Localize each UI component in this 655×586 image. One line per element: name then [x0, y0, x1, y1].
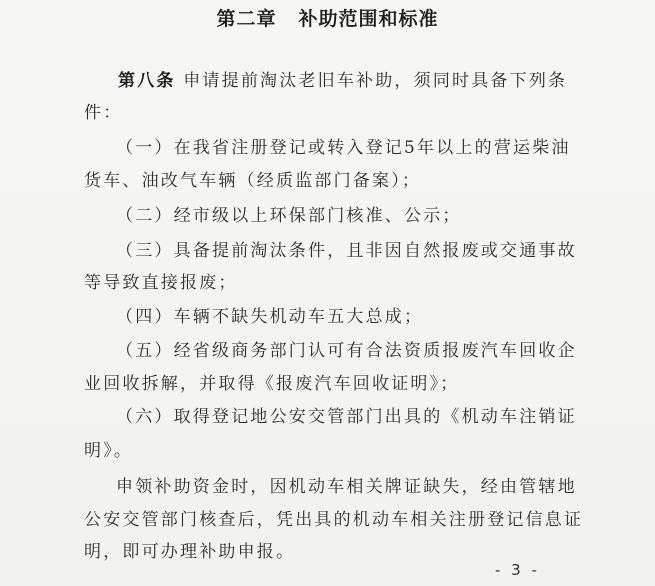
paragraph-line: （四）车辆不缺失机动车五大总成；	[116, 307, 424, 327]
paragraph-line: 等导致直接报废；	[84, 273, 238, 293]
paragraph-line: 货车、油改气车辆（经质监部门备案）；	[84, 171, 422, 191]
paragraph-line: （三）具备提前淘汰条件，且非因自然报废或交通事故	[116, 241, 577, 261]
paragraph-line: （一）在我省注册登记或转入登记5年以上的营运柴油	[116, 138, 571, 158]
chapter-number: 第二章	[216, 8, 277, 30]
article-label: 第八条	[118, 71, 176, 91]
page-number: - 3 -	[495, 561, 540, 579]
chapter-title: 补助范围和标准	[298, 8, 439, 30]
paragraph-line: 申领补助资金时，因机动车相关牌证缺失，经由管辖地	[116, 477, 577, 497]
paragraph-line: 件：	[84, 103, 123, 123]
paragraph-line: 申请提前淘汰老旧车补助，须同时具备下列条	[183, 71, 568, 91]
paragraph-line: （二）经市级以上环保部门核准、公示；	[116, 206, 462, 226]
article-first-line	[118, 70, 567, 92]
paragraph-line: （五）经省级商务部门认可有合法资质报废汽车回收企	[116, 341, 577, 361]
chapter-heading	[0, 4, 655, 31]
paragraph-line: （六）取得登记地公安交管部门出具的《机动车注销证	[116, 407, 577, 427]
paragraph-line: 明》。	[84, 441, 134, 461]
paragraph-line: 业回收拆解，并取得《报废汽车回收证明》；	[84, 374, 460, 394]
paragraph-line: 明，即可办理补助申报。	[84, 542, 296, 562]
paragraph-line: 公安交管部门核查后，凭出具的机动车相关注册登记信息证	[84, 510, 584, 530]
